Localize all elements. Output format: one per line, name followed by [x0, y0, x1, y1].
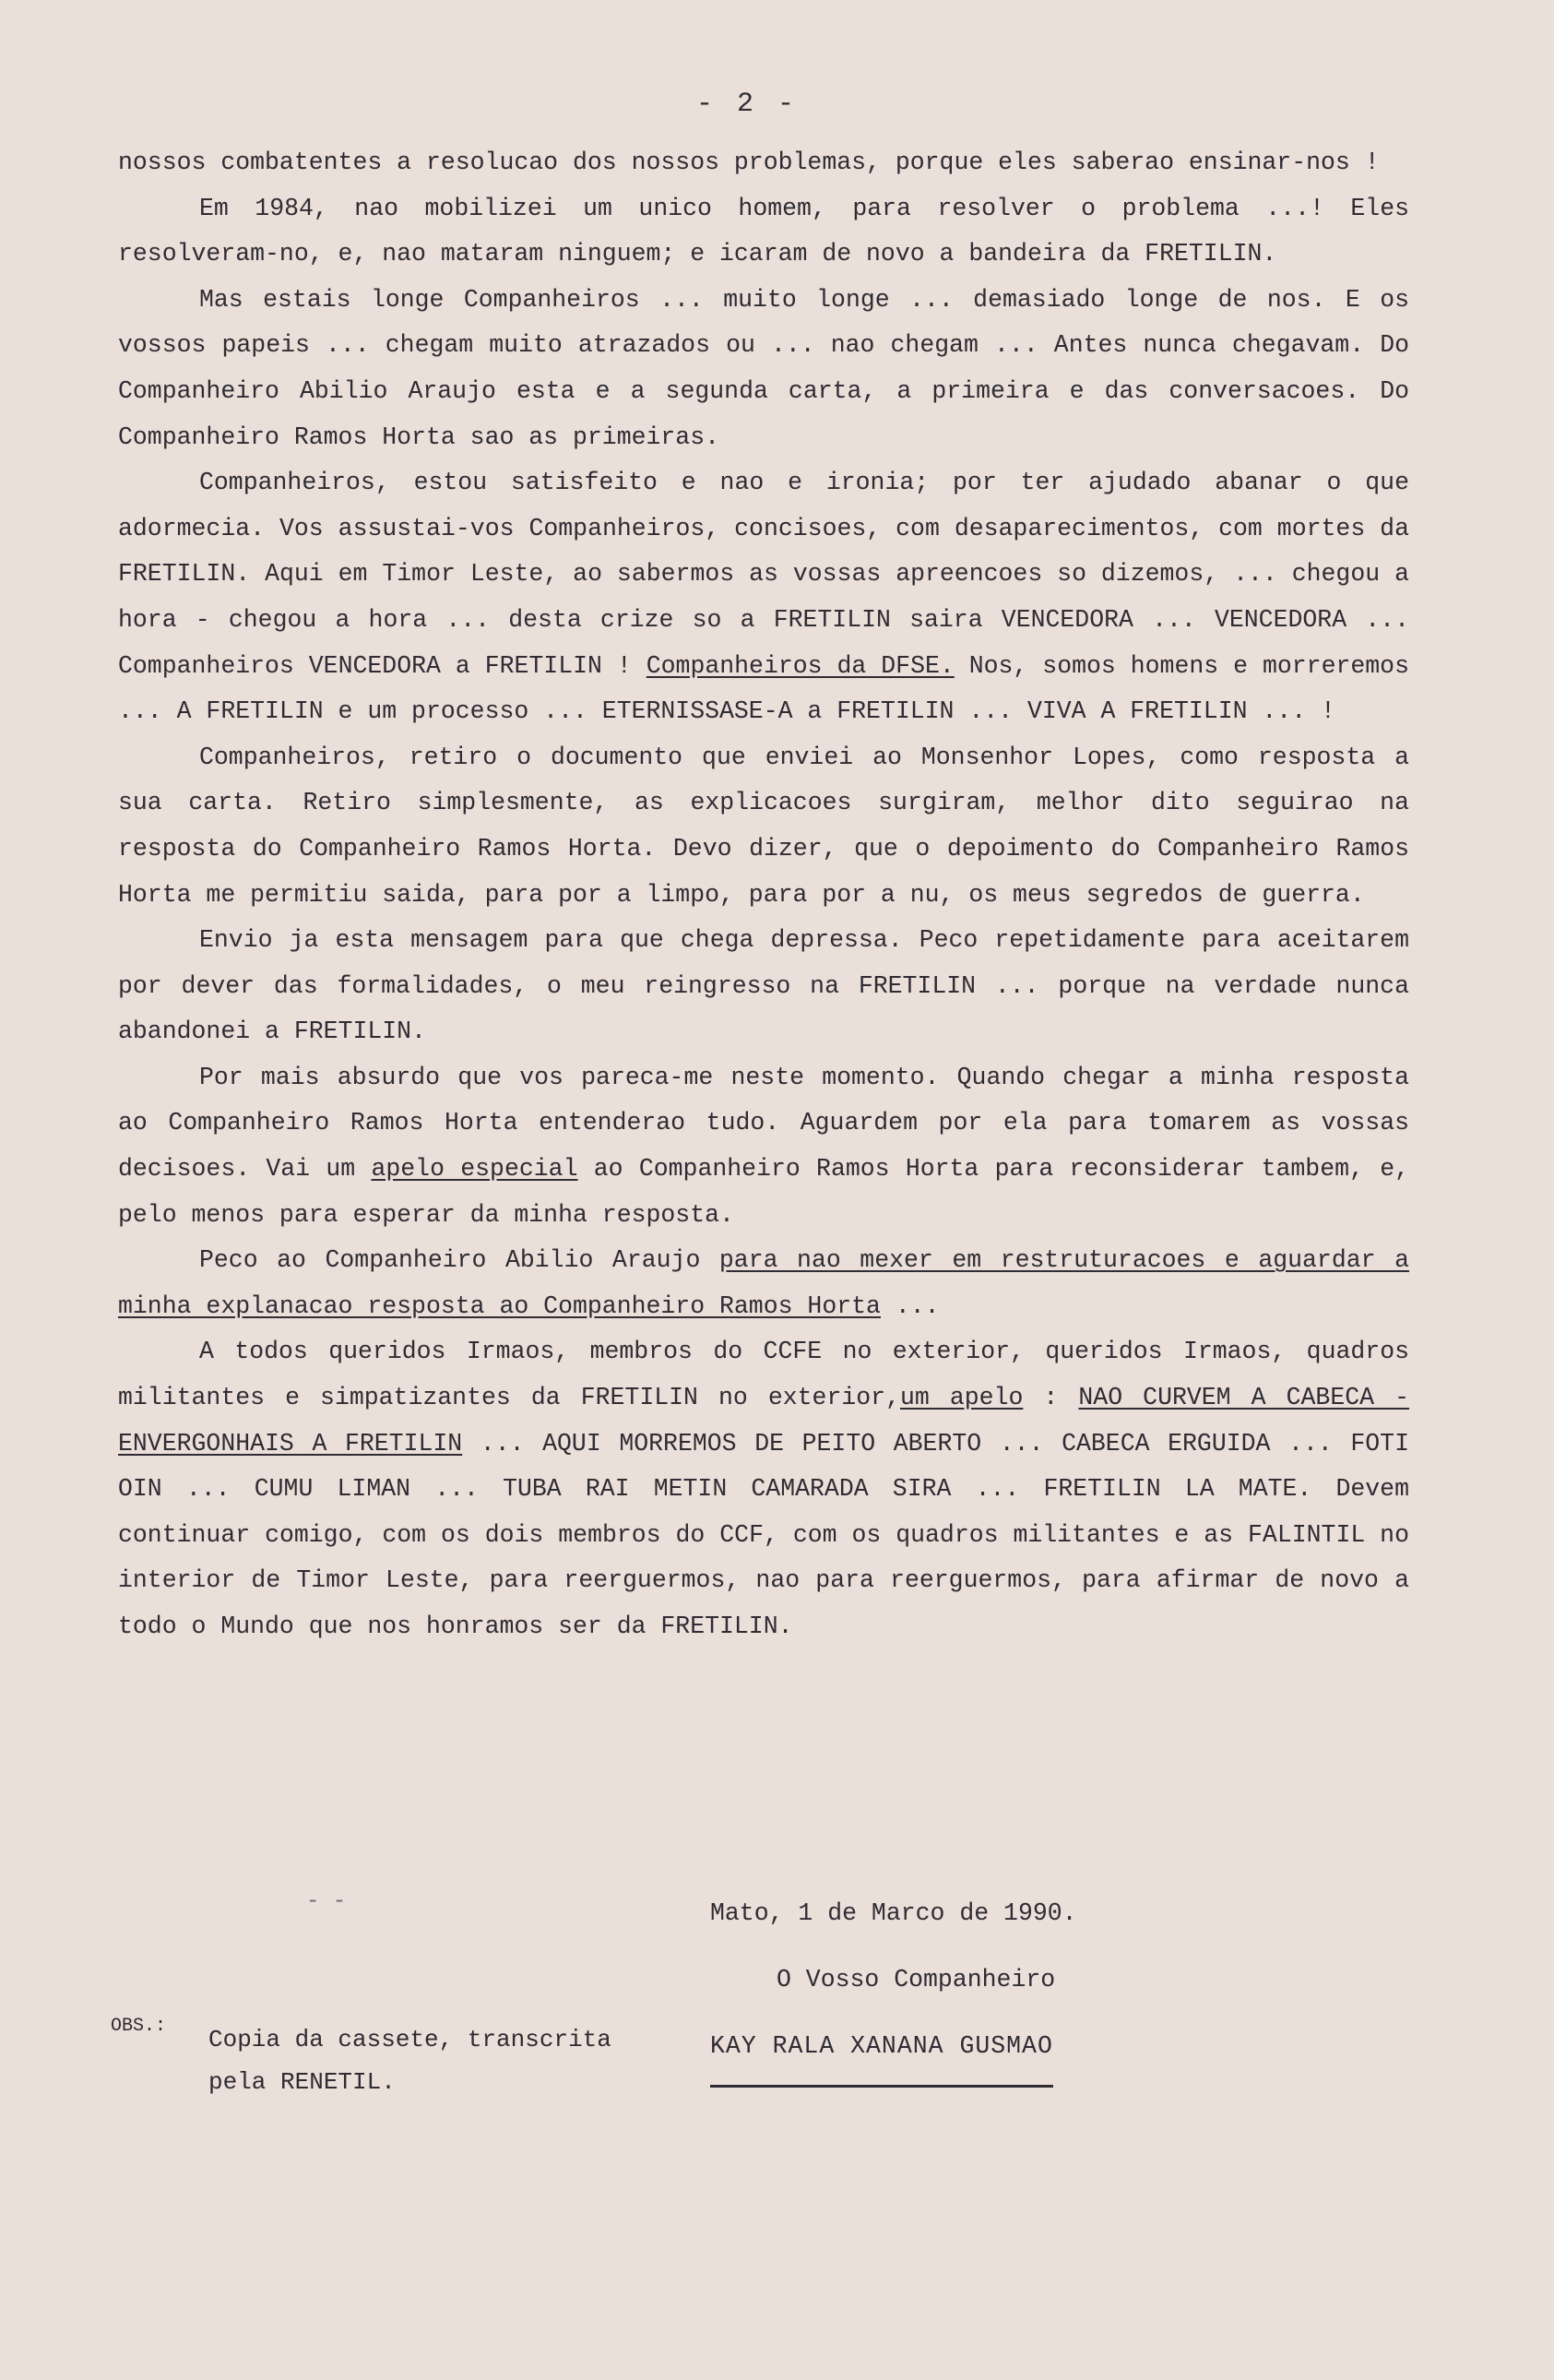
underlined-text: para nao mexer em restruturacoes e aguardar a minha explanacao resposta ao Companheiro Ramos Horta [118, 1246, 1409, 1320]
closing-block [710, 1880, 1134, 2088]
text-run: Peco ao Companheiro Abilio Araujo [199, 1246, 719, 1275]
paragraph [118, 1055, 1409, 1238]
text-run: A todos queridos Irmaos, membros do CCFE no exterior, queridos Irmaos, quadros militantes e simpatizantes da FRETILIN no exterior, [118, 1338, 1409, 1412]
paragraph [118, 1329, 1409, 1649]
obs-label: OBS.: [111, 2016, 167, 2037]
paragraph [118, 918, 1409, 1055]
underlined-text: Companheiros da DFSE. [646, 651, 955, 680]
underlined-text: NAO CURVEM A CABECA - ENVERGONHAIS A FRETILIN [118, 1384, 1409, 1458]
text-run: nossos combatentes a resolucao dos nossos problemas, porque eles saberao ensinar-nos ! [118, 149, 1380, 176]
paragraph [118, 735, 1409, 918]
text-run: ... AQUI MORREMOS DE PEITO ABERTO ... CABECA ERGUIDA ... FOTI OIN ... CUMU LIMAN ... TUBA RAI METIN CAMARADA SIRA ... FRETILIN LA MATE. Devem continuar comigo, com os dois membros do CCF, com os quadros militantes e as FALINTIL no interior de Timor Leste, para reerguermos, nao para reerguermos, para afirmar de novo a todo o Mundo que nos honramos ser da FRETILIN. [118, 1429, 1409, 1640]
paragraph [118, 1238, 1409, 1329]
place-date: Mato, 1 de Marco de 1990. [710, 1899, 1077, 1927]
text-run: Nos, somos homens e morreremos ... A FRETILIN e um processo ... ETERNISSASE-A a FRETILIN ... VIVA A FRETILIN ... ! [118, 651, 1409, 726]
signature: KAY RALA XANANA GUSMAO [710, 2013, 1053, 2088]
text-run: Em 1984, nao mobilizei um unico homem, para resolver o problema ...! Eles resolveram-no, e, nao mataram ninguem; e icaram de novo a bandeira da FRETILIN. [118, 194, 1409, 268]
paragraph [118, 460, 1409, 735]
obs-line-2: pela RENETIL. [208, 2068, 396, 2096]
text-run: ... [880, 1291, 940, 1320]
text-run: Mas estais longe Companheiros ... muito longe ... demasiado longe de nos. E os vossos papeis ... chegam muito atrazados ou ... nao chegam ... Antes nunca chegavam. Do Companheiro Abilio Araujo esta e a segunda carta, a primeira e das conversacoes. Do Companheiro Ramos Horta sao as primeiras. [118, 285, 1409, 451]
text-run: Companheiros, estou satisfeito e nao e ironia; por ter ajudado abanar o que adormecia. Vos assustai-vos Companheiros, concisoes, com desaparecimentos, com mortes da FRETILIN. Aqui em Timor Leste, ao sabermos as vossas apreencoes so dizemos, ... chegou a hora - chegou a hora ... desta crize so a FRETILIN saira VENCEDORA ... VENCEDORA ... Companheiros VENCEDORA a FRETILIN ! [118, 469, 1409, 680]
obs-note [111, 2009, 611, 2103]
letter-body [118, 140, 1409, 1650]
paragraph [118, 278, 1409, 460]
paragraph [118, 186, 1409, 278]
paragraph [118, 140, 1409, 186]
underlined-text: apelo especial [371, 1155, 578, 1184]
salutation: O Vosso Companheiro [777, 1966, 1056, 1993]
text-run: Envio ja esta mensagem para que chega depressa. Peco repetidamente para aceitarem por dever das formalidades, o meu reingresso na FRETILIN ... porque na verdade nunca abandonei a FRETILIN. [118, 926, 1409, 1046]
page-number: - 2 - [696, 89, 799, 120]
text-run: Companheiros, retiro o documento que enviei ao Monsenhor Lopes, como resposta a sua carta. Retiro simplesmente, as explicacoes surgiram, melhor dito seguirao na resposta do Companheiro Ramos Horta. Devo dizer, que o depoimento do Companheiro Ramos Horta me permitiu saida, para por a limpo, para por a nu, os meus segredos de guerra. [118, 743, 1409, 909]
text-run: Por mais absurdo que vos pareca-me neste momento. Quando chegar a minha resposta ao Companheiro Ramos Horta entenderao tudo. Aguardem por ela para tomarem as vossas decisoes. Vai um [118, 1063, 1409, 1184]
text-run: ao Companheiro Ramos Horta para reconsiderar tambem, e, pelo menos para esperar da minha resposta. [118, 1155, 1409, 1229]
text-run: : [1023, 1384, 1079, 1412]
obs-line-1: Copia da cassete, transcrita [208, 2026, 611, 2053]
underlined-text: um apelo [899, 1384, 1024, 1412]
stray-mark: - - [306, 1889, 347, 1914]
